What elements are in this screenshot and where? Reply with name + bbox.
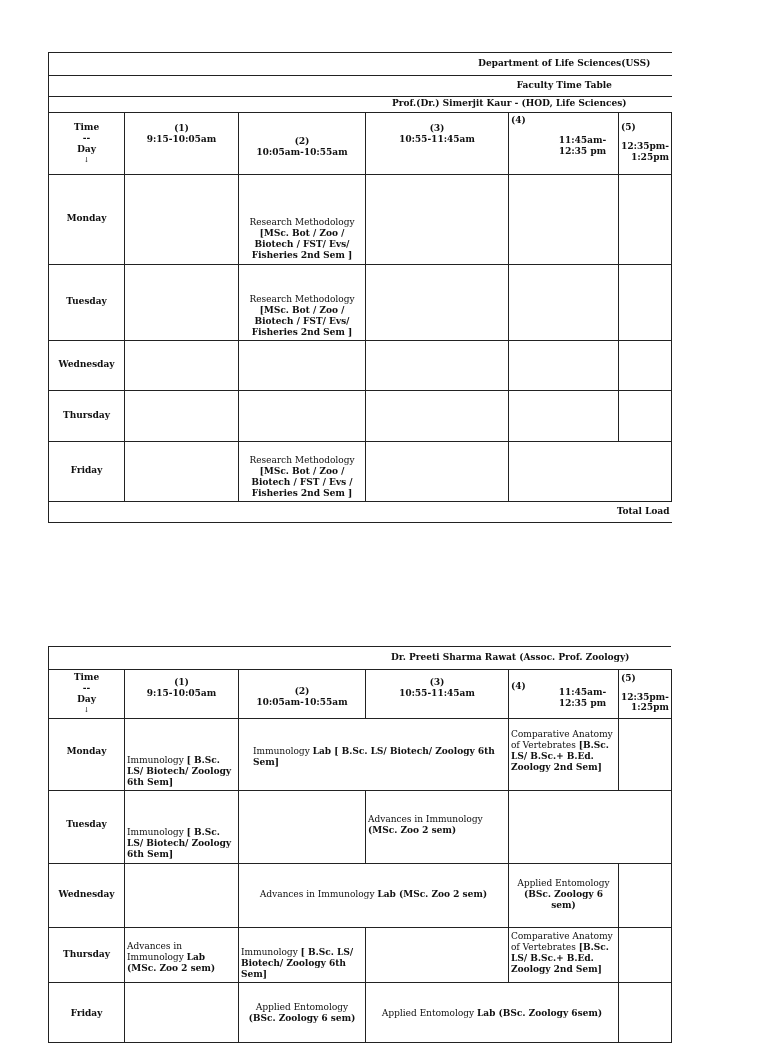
class-entry: Immunology [ B.Sc. LS/ Biotech/ Zoology 6th Sem]	[125, 791, 239, 864]
cell	[619, 175, 672, 265]
cell	[125, 983, 239, 1043]
slot-2-header: (2) 10:05am-10:55am	[239, 670, 366, 719]
class-entry: Applied Entomology Lab (BSc. Zoology 6sem)	[366, 983, 619, 1043]
class-entry: Research Methodology [MSc. Bot / Zoo / Biotech / FST / Evs / Fisheries 2nd Sem ]	[239, 442, 366, 502]
class-entry: Research Methodology [MSc. Bot / Zoo / Biotech / FST/ Evs/ Fisheries 2nd Sem ]	[239, 265, 366, 341]
class-entry: Applied Entomology (BSc. Zoology 6 sem)	[509, 864, 619, 928]
class-entry: Advances in Immunology Lab (MSc. Zoo 2 sem)	[125, 928, 239, 983]
cell	[125, 175, 239, 265]
class-entry: Immunology [ B.Sc. LS/ Biotech/ Zoology 6th Sem]	[239, 928, 366, 983]
faculty-name: Prof.(Dr.) Simerjit Kaur - (HOD, Life Sciences)	[49, 97, 672, 113]
slot-4-header: (4) 11:45am-12:35 pm	[509, 670, 619, 719]
cell	[125, 442, 239, 502]
cell	[239, 791, 366, 864]
cell	[366, 175, 509, 265]
class-entry: Applied Entomology (BSc. Zoology 6 sem)	[239, 983, 366, 1043]
slot-3-header: (3) 10:55-11:45am	[366, 670, 509, 719]
cell	[509, 265, 619, 341]
slot-5-header: (5) 12:35pm-1:25pm	[619, 670, 672, 719]
class-entry: Immunology [ B.Sc. LS/ Biotech/ Zoology 6th Sem]	[125, 719, 239, 791]
faculty-timetable-hod	[48, 52, 672, 523]
cell	[509, 175, 619, 265]
day-friday: Friday	[49, 442, 125, 502]
class-entry: Comparative Anatomy of Vertebrates [B.Sc. LS/ B.Sc.+ B.Ed. Zoology 2nd Sem]	[509, 719, 619, 791]
corner-time-day: Time -- Day ↓	[49, 113, 125, 175]
cell	[619, 719, 672, 791]
class-entry: Advances in Immunology (MSc. Zoo 2 sem)	[366, 791, 509, 864]
day-friday: Friday	[49, 983, 125, 1043]
slot-3-header: (3) 10:55-11:45am	[366, 113, 509, 175]
cell	[509, 442, 672, 502]
slot-5-header: (5) 12:35pm-1:25pm	[619, 113, 672, 175]
cell	[509, 791, 672, 864]
timetable-subtitle: Faculty Time Table	[49, 76, 672, 97]
class-entry: Immunology Lab [ B.Sc. LS/ Biotech/ Zoology 6th Sem]	[239, 719, 509, 791]
total-load-label: Total Load	[49, 502, 672, 523]
corner-time-day: Time -- Day ↓	[49, 670, 125, 719]
day-thursday: Thursday	[49, 391, 125, 442]
faculty-name: Dr. Preeti Sharma Rawat (Assoc. Prof. Zoology)	[49, 647, 672, 670]
slot-1-header: (1) 9:15-10:05am	[125, 670, 239, 719]
cell	[619, 928, 672, 983]
day-monday: Monday	[49, 719, 125, 791]
cell	[366, 928, 509, 983]
department-title: Department of Life Sciences(USS)	[49, 53, 672, 76]
class-entry: Comparative Anatomy of Vertebrates [B.Sc. LS/ B.Sc.+ B.Ed. Zoology 2nd Sem]	[509, 928, 619, 983]
slot-2-header: (2) 10:05am-10:55am	[239, 113, 366, 175]
cell	[619, 265, 672, 341]
class-entry: Advances in Immunology Lab (MSc. Zoo 2 sem)	[239, 864, 509, 928]
faculty-timetable-zoology	[48, 646, 672, 1043]
cell	[366, 442, 509, 502]
day-thursday: Thursday	[49, 928, 125, 983]
cell	[619, 864, 672, 928]
down-arrow-icon: ↓	[83, 155, 90, 164]
cell	[125, 265, 239, 341]
slot-4-header: (4) 11:45am-12:35 pm	[509, 113, 619, 175]
day-wednesday: Wednesday	[49, 864, 125, 928]
day-wednesday: Wednesday	[49, 341, 125, 391]
cell	[366, 265, 509, 341]
day-tuesday: Tuesday	[49, 265, 125, 341]
slot-1-header: (1) 9:15-10:05am	[125, 113, 239, 175]
class-entry: Research Methodology [MSc. Bot / Zoo / Biotech / FST/ Evs/ Fisheries 2nd Sem ]	[239, 175, 366, 265]
day-monday: Monday	[49, 175, 125, 265]
day-tuesday: Tuesday	[49, 791, 125, 864]
down-arrow-icon: ↓	[83, 706, 90, 715]
cell	[619, 983, 672, 1043]
